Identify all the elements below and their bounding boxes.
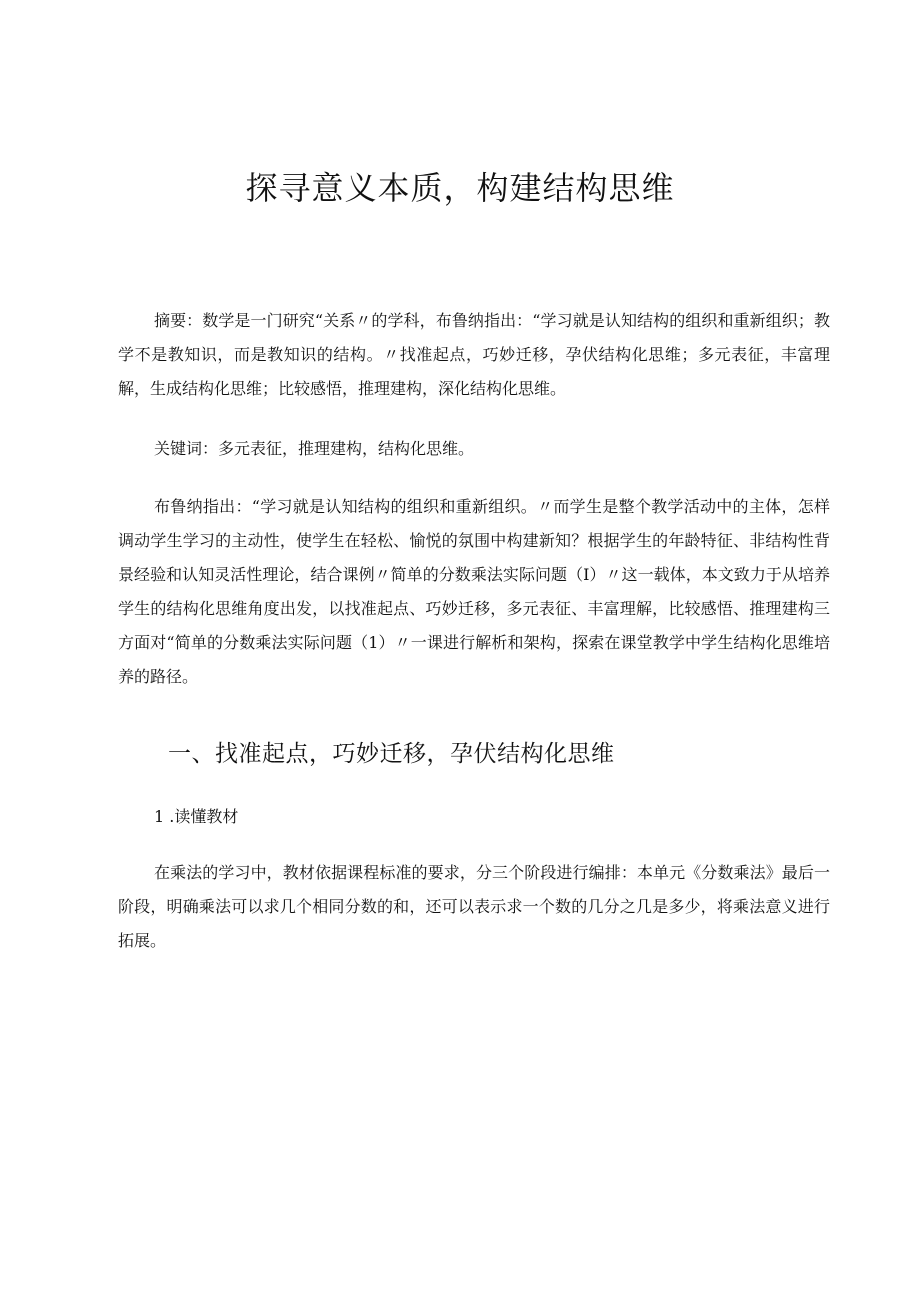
subsection-heading: 1 .读懂教材	[154, 807, 239, 826]
section-heading: 一、找准起点，巧妙迁移，孕伏结构化思维	[168, 741, 615, 767]
body-paragraph: 在乘法的学习中，教材依据课程标准的要求，分三个阶段进行编排：本单元《分数乘法》最后一阶段，明确乘法可以求几个相同分数的和，还可以表示求一个数的几分之几是多少，将乘法意义进行拓展。	[118, 863, 830, 950]
keywords-paragraph: 关键词：多元表征，推理建构，结构化思维。	[154, 439, 475, 458]
intro-paragraph: 布鲁纳指出：“学习就是认知结构的组织和重新组织。〃而学生是整个教学活动中的主体，怎样调动学生学习的主动性，使学生在轻松、愉悦的氛围中构建新知？根据学生的年龄特征、非结构性背景经验和认知灵活性理论，结合课例〃简单的分数乘法实际问题（I）〃这一载体，本文致力于从培养学生的结构化思维角度出发，以找准起点、巧妙迁移，多元表征、丰富理解，比较感悟、推理建构三方面对“简单的分数乘法实际问题（1）〃一课进行解析和架构，探索在课堂教学中学生结构化思维培养的路径。	[118, 497, 830, 686]
abstract-paragraph: 摘要：数学是一门研究“关系〃的学科，布鲁纳指出：“学习就是认知结构的组织和重新组织；教学不是教知识，而是教知识的结构。〃找准起点，巧妙迁移，孕伏结构化思维；多元表征，丰富理解，生成结构化思维；比较感悟，推理建构，深化结构化思维。	[118, 311, 830, 398]
document-title: 探寻意义本质，构建结构思维	[245, 169, 675, 207]
